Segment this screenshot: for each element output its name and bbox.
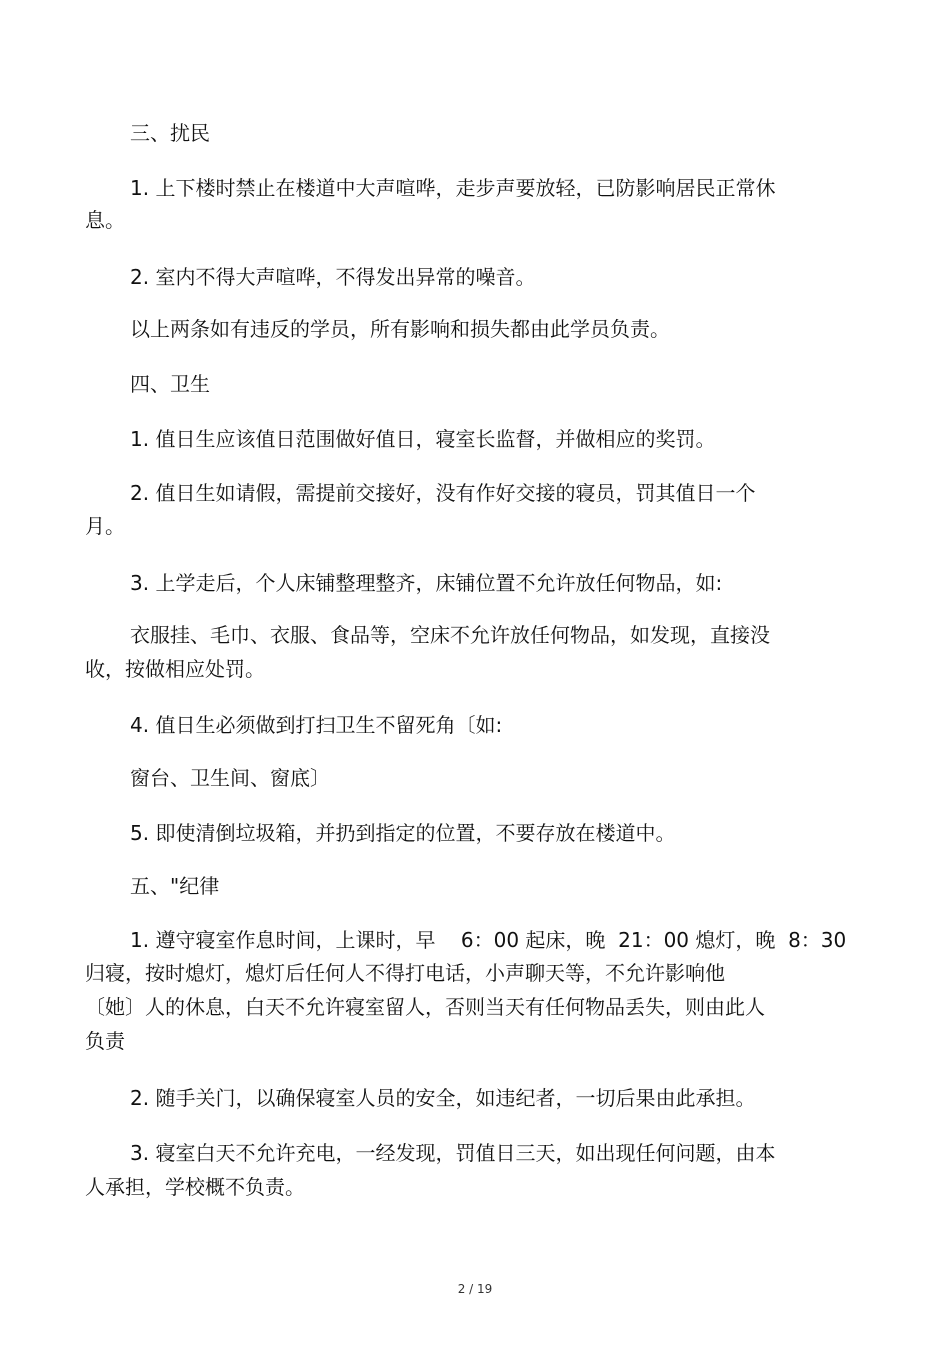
paragraph-line: 1. 值日生应该值日范围做好值日，寝室长监督，并做相应的奖罚。 [130, 427, 716, 451]
section-heading-disturbance: 三、扰民 [130, 121, 210, 145]
paragraph-line: 〔她〕人的休息，白天不允许寝室留人，否则当天有任何物品丢失，则由此人 [85, 995, 765, 1019]
paragraph-line: 收，按做相应处罚。 [85, 657, 265, 681]
page-number: 2 / 19 [457, 1282, 493, 1296]
paragraph-line: 2. 随手关门，以确保寝室人员的安全，如违纪者，一切后果由此承担。 [130, 1086, 756, 1110]
paragraph-line: 息。 [85, 208, 125, 232]
paragraph-line: 3. 上学走后，个人床铺整理整齐，床铺位置不允许放任何物品，如: [130, 571, 723, 595]
section-heading-hygiene: 四、卫生 [130, 372, 210, 396]
paragraph-line: 人承担，学校概不负责。 [85, 1175, 305, 1199]
paragraph-line: 月。 [85, 514, 125, 538]
section-heading-discipline: 五、"纪律 [130, 874, 220, 898]
paragraph-line: 4. 值日生必须做到打扫卫生不留死角〔如: [130, 713, 503, 737]
paragraph-line: 归寝，按时熄灯，熄灯后任何人不得打电话，小声聊天等，不允许影响他 [85, 961, 725, 985]
paragraph-line: 负责 [85, 1029, 125, 1053]
paragraph-line: 窗台、卫生间、窗底〕 [130, 766, 330, 790]
paragraph-line: 以上两条如有违反的学员，所有影响和损失都由此学员负责。 [130, 317, 670, 341]
paragraph-line: 衣服挂、毛巾、衣服、食品等，空床不允许放任何物品，如发现，直接没 [130, 623, 770, 647]
paragraph-line: 5. 即使清倒垃圾箱，并扔到指定的位置，不要存放在楼道中。 [130, 821, 676, 845]
paragraph-line: 2. 室内不得大声喧哗，不得发出异常的噪音。 [130, 265, 536, 289]
paragraph-line: 2. 值日生如请假，需提前交接好，没有作好交接的寝员，罚其值日一个 [130, 481, 756, 505]
paragraph-line: 1. 上下楼时禁止在楼道中大声喧哗，走步声要放轻，已防影响居民正常休 [130, 176, 776, 200]
paragraph-line: 3. 寝室白天不允许充电，一经发现，罚值日三天，如出现任何问题，由本 [130, 1141, 776, 1165]
paragraph-line: 1. 遵守寝室作息时间，上课时，早 6：00 起床，晚 21：00 熄灯，晚 8：30 [130, 928, 847, 952]
